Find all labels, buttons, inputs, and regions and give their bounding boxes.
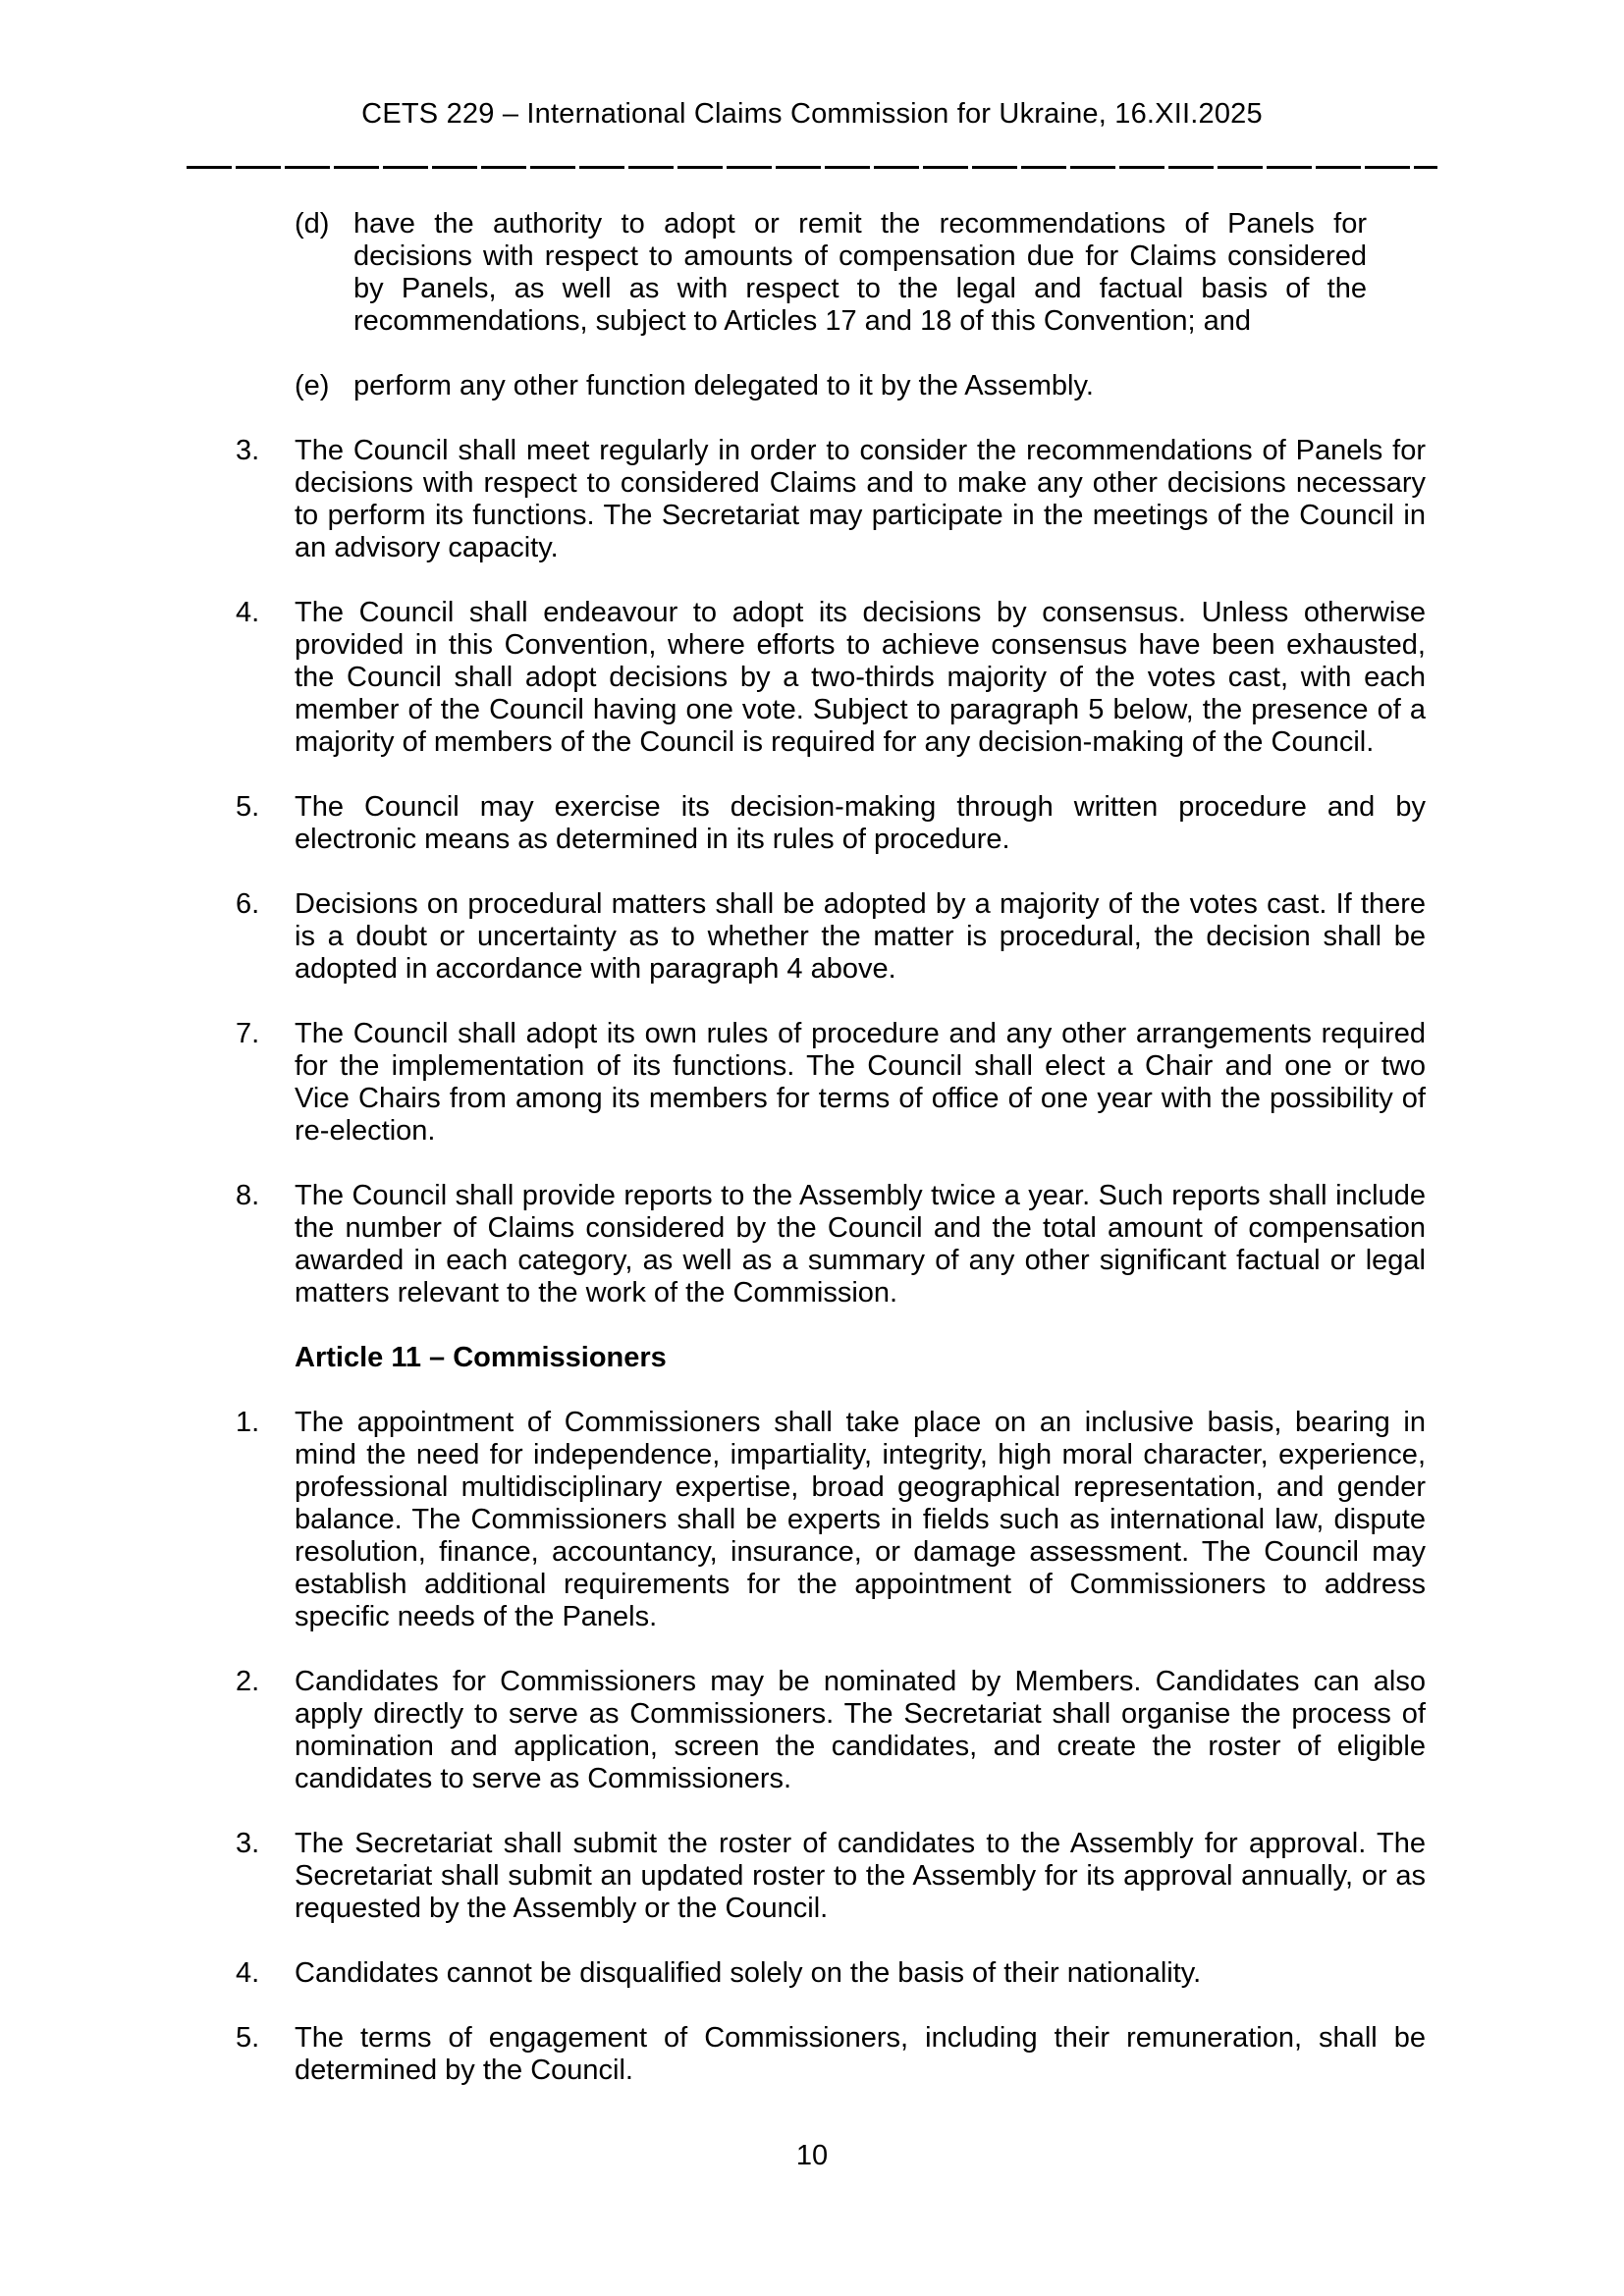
- item-marker: 3.: [236, 435, 260, 466]
- list-item-a11-4: [236, 1957, 1426, 1990]
- item-marker: 4.: [236, 597, 260, 628]
- item-text: Candidates cannot be disqualified solely on the basis of their nationality.: [295, 1957, 1202, 1989]
- list-item-d: [295, 208, 1367, 338]
- list-item-a11-1: [236, 1407, 1426, 1633]
- item-marker: (e): [295, 370, 330, 401]
- document-header-title: CETS 229 – International Claims Commission for Ukraine, 16.XII.2025: [361, 98, 1263, 130]
- item-marker: (d): [295, 208, 330, 240]
- item-marker: 5.: [236, 2022, 260, 2054]
- item-text: The terms of engagement of Commissioners, including their remuneration, shall be determined by the Council.: [295, 2022, 1426, 2086]
- document-body: [0, 169, 1624, 2087]
- list-item-8: [236, 1180, 1426, 1309]
- article-11-heading: Article 11 – Commissioners: [295, 1342, 667, 1373]
- list-item-6: [236, 888, 1426, 986]
- list-item-a11-3: [236, 1828, 1426, 1925]
- item-text: have the authority to adopt or remit the recommendations of Panels for decisions with respect to amounts of compensation due for Claims considered by Panels, as well as with respect to the legal and factual basis of the recommendations, subject to Articles 17 and 18 of this Convention; and: [353, 208, 1367, 337]
- list-item-a11-2: [236, 1666, 1426, 1795]
- list-item-5: [236, 791, 1426, 856]
- item-text: Candidates for Commissioners may be nominated by Members. Candidates can also apply directly to serve as Commissioners. The Secretariat shall organise the process of nomination and application, screen the candidates, and create the roster of eligible candidates to serve as Commissioners.: [295, 1666, 1426, 1794]
- item-text: The Council shall meet regularly in order to consider the recommendations of Panels for decisions with respect to considered Claims and to make any other decisions necessary to perform its functions. The Secretariat may participate in the meetings of the Council in an advisory capacity.: [295, 435, 1426, 563]
- item-text: perform any other function delegated to it by the Assembly.: [353, 370, 1094, 401]
- item-text: The Council shall endeavour to adopt its decisions by consensus. Unless otherwise provided in this Convention, where efforts to achieve consensus have been exhausted, the Council shall adopt decisions by a two-thirds majority of the votes cast, with each member of the Council having one vote. Subject to paragraph 5 below, the presence of a majority of members of the Council is required for any decision-making of the Council.: [295, 597, 1426, 758]
- list-item-3: [236, 435, 1426, 564]
- list-item-a11-5: [236, 2022, 1426, 2087]
- item-marker: 7.: [236, 1018, 260, 1049]
- item-marker: 5.: [236, 791, 260, 823]
- item-text: The Council shall adopt its own rules of procedure and any other arrangements required for the implementation of its functions. The Council shall elect a Chair and one or two Vice Chairs from among its members for terms of office of one year with the possibility of re-election.: [295, 1018, 1426, 1147]
- list-item-4: [236, 597, 1426, 759]
- item-text: The Secretariat shall submit the roster of candidates to the Assembly for approval. The Secretariat shall submit an updated roster to the Assembly for its approval annually, or as requested by the Assembly or the Council.: [295, 1828, 1426, 1924]
- item-marker: 6.: [236, 888, 260, 920]
- page-number: 10: [795, 2140, 829, 2171]
- item-marker: 4.: [236, 1957, 260, 1989]
- item-text: The Council shall provide reports to the Assembly twice a year. Such reports shall include the number of Claims considered by the Council and the total amount of compensation awarded in each category, as well as a summary of any other significant factual or legal matters relevant to the work of the Commission.: [295, 1180, 1426, 1308]
- item-marker: 1.: [236, 1407, 260, 1438]
- item-text: Decisions on procedural matters shall be adopted by a majority of the votes cast. If there is a doubt or uncertainty as to whether the matter is procedural, the decision shall be adopted in accordance with paragraph 4 above.: [295, 888, 1426, 985]
- item-marker: 2.: [236, 1666, 260, 1697]
- item-marker: 8.: [236, 1180, 260, 1211]
- list-item-7: [236, 1018, 1426, 1148]
- list-item-e: [295, 370, 1367, 402]
- item-text: The appointment of Commissioners shall take place on an inclusive basis, bearing in mind the need for independence, impartiality, integrity, high moral character, experience, professional multidisciplinary expertise, broad geographical representation, and gender balance. The Commissioners shall be experts in fields such as international law, dispute resolution, finance, accountancy, insurance, or damage assessment. The Council may establish additional requirements for the appointment of Commissioners to address specific needs of the Panels.: [295, 1407, 1426, 1632]
- item-marker: 3.: [236, 1828, 260, 1859]
- item-text: The Council may exercise its decision-making through written procedure and by electronic means as determined in its rules of procedure.: [295, 791, 1426, 855]
